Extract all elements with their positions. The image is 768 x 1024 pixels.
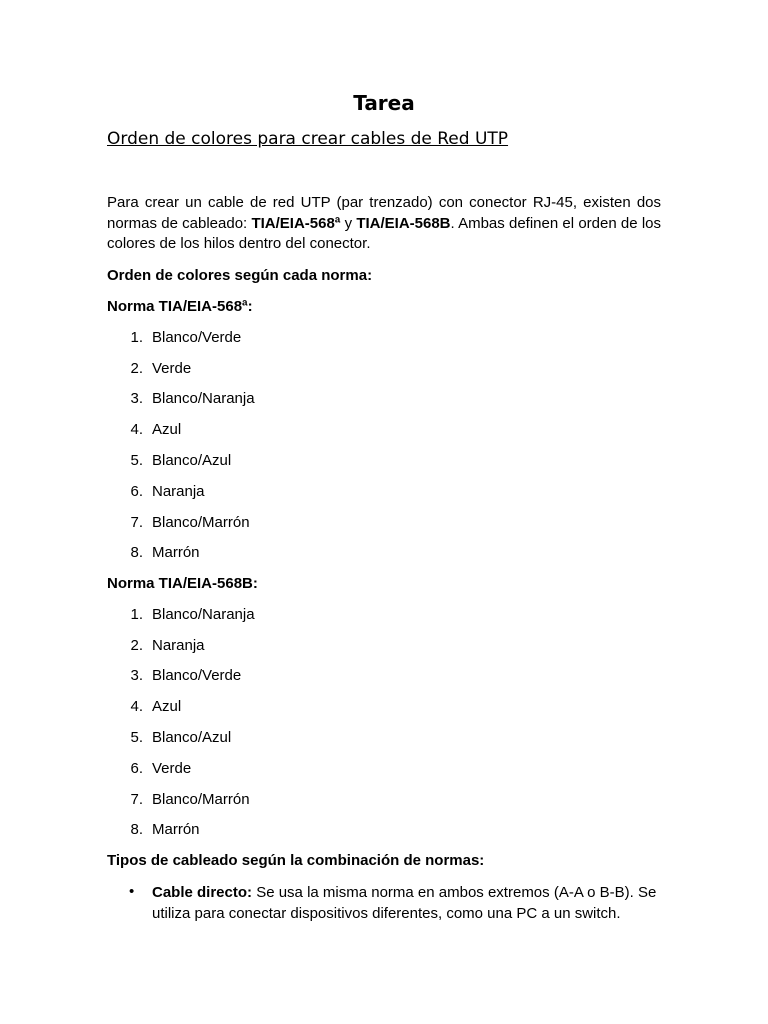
- list-item-number: 6.: [130, 482, 143, 500]
- list-item: [107, 451, 661, 471]
- list-item: [107, 328, 661, 348]
- norm-a-section: [107, 297, 661, 563]
- list-item-label: Marrón: [152, 821, 200, 839]
- types-heading: Tipos de cableado según la combinación de normas:: [107, 852, 485, 869]
- norm-a-list: [107, 328, 661, 564]
- list-item-label: Verde: [152, 359, 192, 377]
- bullet-icon: •: [129, 883, 135, 900]
- list-item-label: Blanco/Marrón: [152, 790, 250, 808]
- norm-b-heading: Norma TIA/EIA-568B:: [107, 575, 258, 592]
- list-item-number: 4.: [130, 698, 143, 716]
- list-item-number: 3.: [130, 667, 143, 685]
- list-item: [107, 543, 661, 563]
- list-item: [107, 482, 661, 502]
- intro-text-2: y: [340, 214, 357, 232]
- list-item-number: 2.: [130, 359, 143, 377]
- list-item-number: 7.: [130, 790, 143, 808]
- list-item-number: 3.: [130, 390, 143, 408]
- bullet-text: [152, 882, 661, 924]
- intro-paragraph: [107, 193, 661, 255]
- list-item-label: Naranja: [152, 482, 205, 500]
- list-item: [107, 389, 661, 409]
- norm-a-heading: Norma TIA/EIA-568ª:: [107, 298, 253, 315]
- list-item: [107, 420, 661, 440]
- document-subtitle: Orden de colores para crear cables de Red UTP: [107, 129, 509, 149]
- list-item-number: 2.: [130, 636, 143, 654]
- list-item-label: Marrón: [152, 544, 200, 562]
- order-heading: Orden de colores según cada norma:: [107, 267, 373, 284]
- norm-b-list: [107, 605, 661, 841]
- list-item-number: 8.: [130, 544, 143, 562]
- bullet-description: Se usa la misma norma en ambos extremos (A-A o B-B). Se utiliza para conectar dispositivos diferentes, como una PC a un switch.: [152, 884, 657, 922]
- list-item-number: 4.: [130, 421, 143, 439]
- intro-text-3: . Ambas definen el orden de los colores de los hilos dentro del conector.: [107, 214, 661, 253]
- list-item-number: 1.: [130, 328, 143, 346]
- types-section: [107, 851, 661, 924]
- list-item-label: Blanco/Verde: [152, 667, 242, 685]
- list-item-number: 6.: [130, 759, 143, 777]
- list-item: [107, 666, 661, 686]
- list-item-label: Blanco/Naranja: [152, 390, 255, 408]
- list-item-label: Blanco/Azul: [152, 728, 232, 746]
- list-item-number: 8.: [130, 821, 143, 839]
- list-item-label: Blanco/Naranja: [152, 605, 255, 623]
- list-item: [107, 513, 661, 533]
- list-item-number: 5.: [130, 728, 143, 746]
- intro-norm-b: TIA/EIA-568B: [356, 214, 451, 232]
- list-item-label: Naranja: [152, 636, 205, 654]
- list-item: [107, 759, 661, 779]
- list-item: [107, 697, 661, 717]
- list-item: [107, 820, 661, 840]
- list-item: [107, 605, 661, 625]
- list-item: [107, 728, 661, 748]
- intro-text-1: Para crear un cable de red UTP (par trenzado) con conector RJ-45, existen dos normas de cableado:: [107, 194, 661, 232]
- list-item-number: 7.: [130, 513, 143, 531]
- order-section: [107, 266, 661, 286]
- list-item-label: Blanco/Azul: [152, 451, 232, 469]
- list-item-label: Blanco/Marrón: [152, 513, 250, 531]
- list-item-number: 1.: [130, 605, 143, 623]
- norm-b-section: [107, 574, 661, 840]
- list-item-label: Azul: [152, 698, 182, 716]
- list-item: [107, 790, 661, 810]
- list-item: [107, 882, 661, 924]
- list-item: [107, 636, 661, 656]
- list-item-label: Verde: [152, 759, 192, 777]
- list-item: [107, 359, 661, 379]
- intro-norm-a: TIA/EIA-568ª: [251, 214, 341, 232]
- list-item-label: Azul: [152, 421, 182, 439]
- document-title: Tarea: [353, 91, 415, 115]
- list-item-label: Blanco/Verde: [152, 328, 242, 346]
- bullet-term: Cable directo:: [152, 884, 253, 901]
- list-item-number: 5.: [130, 451, 143, 469]
